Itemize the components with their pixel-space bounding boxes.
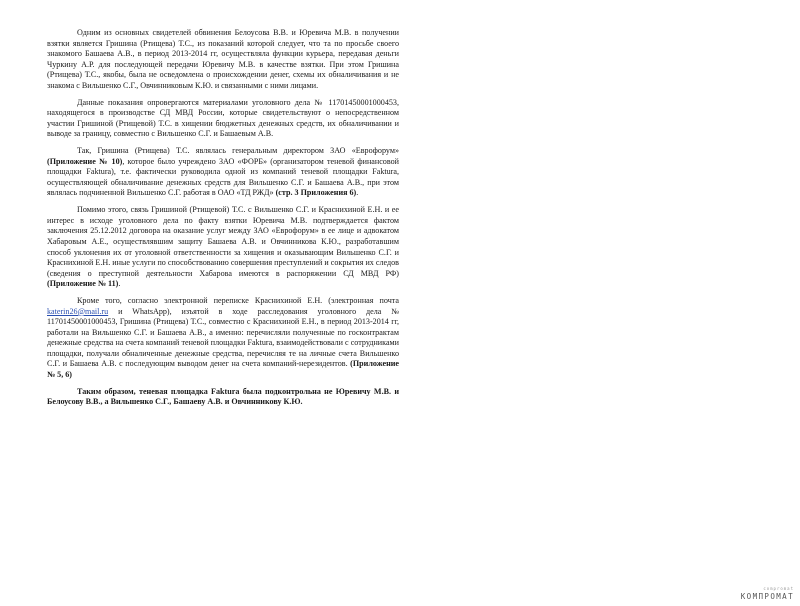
paragraph-text: Данные показания опровергаются материалами уголовного дела № 11701450001000453, находящегося в производстве СД МВД России, которые свидетельствуют о непосредственном участии Гришиной (Ртищевой) Т.С. в хищении бюджетных денежных средств, их обналичивании и выводе за границу, совместно с Вильшенко С.Г. и Башаевым А.В.	[47, 97, 399, 139]
appendix-reference: (Приложение № 5, 6)	[47, 359, 399, 379]
paragraph-text: Помимо этого, связь Гришиной (Ртищевой) Т.С. с Вильшенко С.Г. и Краснихиной Е.Н. и ее интерес в исходе уголовного дела по факту взятки Юревича М.В. подтверждается фактом заключения 25.12.2012 договора на оказание услуг между ЗАО «Еврофорум» в ее лице и адвокатом Хабаровым А.Е., осуществлявшим защиту Башаева А.В. и Овчинникова К.Ю., разработавшим способ уклонения их от уголовной ответственности за хищения и оказывающим Вильшенко С.Г. и Краснихиной Е.Н. иные услуги по способствованию совершения преступлений и сокрытия их следов (сведения о преступной деятельности Хабарова имеются в распоряжении СД МВД РФ)	[47, 205, 399, 278]
paragraph-text: Кроме того, согласно электронной переписке Краснихиной Е.Н. (электронная почта	[77, 296, 399, 306]
email-link[interactable]: katerin26@mail.ru	[47, 306, 109, 316]
paragraph-connection	[47, 205, 399, 289]
paragraph-text: Одним из основных свидетелей обвинения Белоусова В.В. и Юревича М.В. в получении взятки является Гришина (Ртищева) Т.С., из показаний которой следует, что та по просьбе своего знакомого Башаева А.В., в период 2013-2014 гг, осуществляла функции курьера, передавая деньги Чуркину А.Р. для последующей передачи Юревичу М.В. в качестве взятки. При этом Гришина (Ртищева) Т.С., якобы, была не осведомлена о происхождении денег, схемы их обналичивания и не знакома с Вильшенко С.Г., Овчинниковым К.Ю. и связанными с ними лицами.	[47, 28, 399, 90]
paragraph-text: Так, Гришина (Ртищева) Т.С. являлась генеральным директором ЗАО «Еврофорум»	[77, 146, 399, 156]
paragraph-refutation	[47, 98, 399, 140]
paragraph-text: и WhatsApp), изъятой в ходе расследования уголовного дела № 11701450001000453, Гришина (Ртищева) Т.С., совместно с Краснихиной Е.Н., в период 2013-2014 гг, работали на Вильшенко С.Г. и Башаева А.В., а именно: перечисляли полученные по госконтрактам денежные средства на счета компаний теневой площадки Faktura, взаимодействовали с сотрудниками площадки, получали обналиченные денежные средства, перечисляя те на личные счета Вильшенко С.Г. и Башаева А.В. с последующим выводом денег на счета компаний-нерезидентов.	[47, 306, 399, 369]
appendix-reference: (Приложение № 10)	[47, 156, 123, 166]
paragraph-correspondence	[47, 296, 399, 380]
document-page	[47, 28, 399, 414]
paragraph-text: , которое было учреждено ЗАО «ФОРБ» (организатором теневой финансовой площадки Faktura), т.е. фактически руководила одной из компаний теневой площадки Faktura, осуществляющей обналичивание денежных средств для Вильшенко С.Г. и Башаева А.В., при этом являлась подчиненной Вильшенко С.Г. работая в ОАО «ТД РЖД»	[47, 156, 399, 198]
appendix-reference: (Приложение № 11)	[47, 279, 119, 289]
paragraph-text: Таким образом, теневая площадка Faktura была подконтрольна не Юревичу М.В. и Белоусову В.В., а Вильшенко С.Г., Башаеву А.В. и Овчинникову К.Ю.	[47, 386, 399, 407]
paragraph-conclusion	[47, 387, 399, 408]
paragraph-text: .	[118, 279, 121, 289]
watermark-logo	[741, 585, 794, 601]
paragraph-text: .	[356, 188, 359, 198]
watermark-small-text: compromat	[763, 586, 794, 591]
appendix-reference: (стр. 3 Приложения 6)	[275, 188, 357, 198]
paragraph-witness	[47, 28, 399, 91]
watermark-text: КОМПРОМАТ	[740, 592, 794, 601]
paragraph-euroforum	[47, 146, 399, 199]
